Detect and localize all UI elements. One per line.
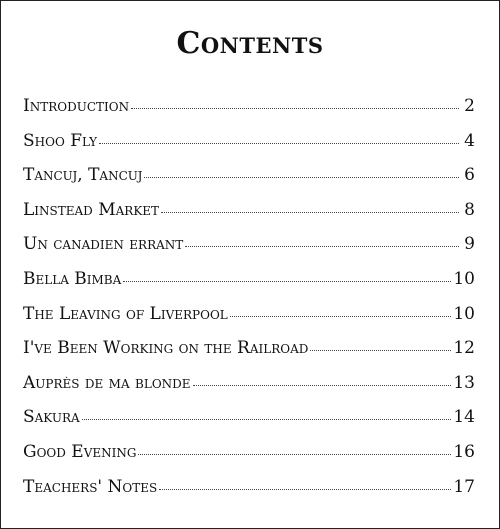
toc-entry-page-number: 10: [453, 303, 475, 324]
toc-entry-title: Sakura: [23, 407, 80, 428]
toc-entry-title: Introduction: [23, 96, 130, 116]
toc-entry-page-number: 14: [453, 407, 475, 428]
dot-leader: [123, 280, 451, 282]
toc-entry-title: Teachers' Notes: [23, 476, 158, 497]
toc-entry-teachers-notes: [23, 474, 475, 509]
dot-leader: [99, 142, 459, 144]
toc-entry-page-number: 2: [464, 96, 475, 116]
toc-entry-sakura: [23, 404, 475, 439]
toc-entry-page-number: 9: [464, 234, 475, 255]
toc-entry-leaving-of-liverpool: [23, 301, 475, 336]
toc-entry-title: Good Evening: [23, 441, 137, 462]
toc-entry-bella-bimba: [23, 266, 475, 301]
toc-entry-title: Un canadien errant: [23, 234, 184, 255]
toc-entry-good-evening: [23, 439, 475, 474]
toc-entry-shoo-fly: [23, 128, 475, 163]
dot-leader: [144, 176, 459, 178]
page-title: Contents: [176, 26, 324, 61]
dot-leader: [138, 453, 451, 455]
dot-leader: [161, 211, 459, 213]
dot-leader: [82, 418, 452, 420]
toc-entry-title: Bella Bimba: [23, 268, 122, 289]
toc-entry-title: Tancuj, Tancuj: [23, 165, 143, 186]
dot-leader: [185, 245, 459, 247]
dot-leader: [131, 107, 459, 109]
toc-entry-linstead-market: [23, 197, 475, 232]
toc-entry-page-number: 12: [453, 338, 475, 359]
toc-entry-tancuj-tancuj: [23, 162, 475, 197]
dot-leader: [193, 384, 452, 386]
toc-entry-introduction: [23, 93, 475, 128]
toc-entry-page-number: 17: [453, 476, 475, 497]
toc-entry-aupres-de-ma-blonde: [23, 370, 475, 405]
toc-entry-page-number: 13: [453, 372, 475, 393]
dot-leader: [310, 349, 451, 351]
toc-entry-title: Linstead Market: [23, 199, 160, 220]
toc-entry-page-number: 8: [464, 199, 475, 220]
toc-entry-title: The Leaving of Liverpool: [23, 303, 228, 324]
toc-entry-title: I've Been Working on the Railroad: [23, 338, 309, 359]
toc-entry-un-canadien-errant: [23, 231, 475, 266]
toc-entry-title: Auprès de ma blonde: [23, 372, 191, 393]
dot-leader: [159, 488, 451, 490]
toc-entry-page-number: 6: [464, 165, 475, 186]
toc-entry-title: Shoo Fly: [23, 130, 98, 151]
toc-entry-page-number: 4: [464, 130, 475, 151]
toc-entry-page-number: 10: [453, 268, 475, 289]
toc-entry-working-on-the-railroad: [23, 335, 475, 370]
dot-leader: [230, 315, 452, 317]
toc-entry-page-number: 16: [453, 441, 475, 462]
table-of-contents: [23, 93, 475, 508]
